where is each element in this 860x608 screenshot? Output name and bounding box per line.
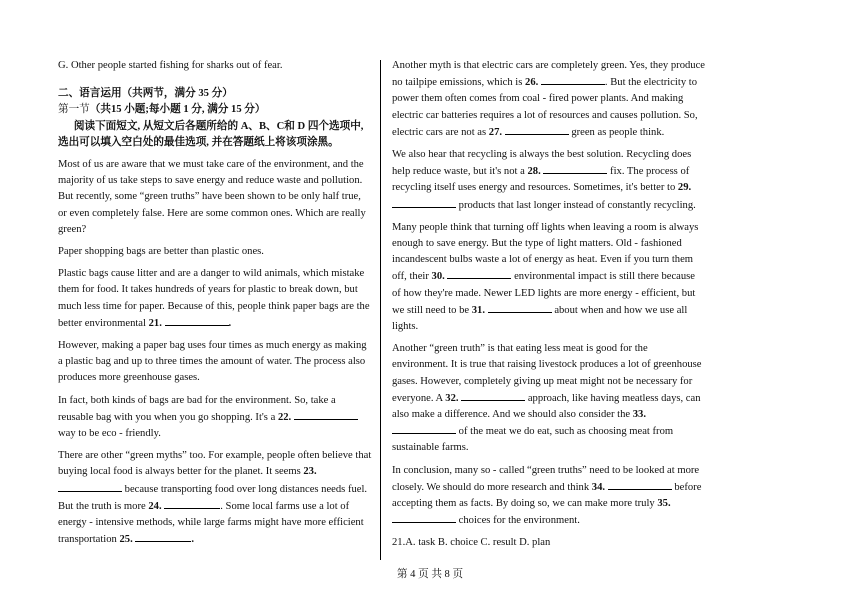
answer-blank <box>461 390 525 401</box>
sub-section-title <box>58 102 372 118</box>
question-number: 21. <box>148 317 162 329</box>
question-21-options: 21.A. task B. choice C. result D. plan <box>392 537 551 549</box>
answer-blank <box>165 315 229 326</box>
question-number: 28. <box>527 166 541 178</box>
paragraph: Plastic bags cause litter and are a danger to wild animals, which mistake them for food. It takes hundreds of years for plastic to break down, but much less time for paper. Because of this, people think paper bags are the better environmental 21. . <box>58 268 370 329</box>
page-footer: 第 4 页 共 8 页 <box>396 569 464 580</box>
question-number: 27. <box>488 126 503 138</box>
answer-blank <box>543 163 607 174</box>
left-column <box>58 58 372 554</box>
question-number: 31. <box>471 304 485 316</box>
paragraph: We also hear that recycling is always the best solution. Recycling does help reduce waste, but it's not a 28. fix. The process of recycling itself uses energy and resources. Sometimes, it's better to 29. products that last longer instead of constantly recycling. <box>392 149 696 211</box>
paragraph: In fact, both kinds of bags are bad for the environment. So, take a reusable bag with you when you go shopping. It's a 22. way to be eco - friendly. <box>58 393 372 443</box>
answer-blank <box>392 423 456 434</box>
question-number: 34. <box>591 481 606 493</box>
option-g: G. Other people started fishing for sharks out of fear. <box>58 60 283 71</box>
paragraph: However, making a paper bag uses four times as much energy as making a plastic bag and up to three times the amount of water. The process also produces more greenhouse gases. <box>58 340 367 384</box>
question-number: 29. <box>677 182 692 194</box>
answer-blank <box>447 268 511 279</box>
question-number: 25. <box>119 534 133 546</box>
paragraph: Another myth is that electric cars are completely green. Yes, they produce no tailpipe emissions, which is 26. . But the electricity to power them often comes from coal - fired power plants. And making electric car batteries requires a lot of resources and causes pollution. So, electric cars are not as 27. green as people think. <box>392 60 705 138</box>
question-number: 33. <box>632 409 646 421</box>
answer-blank <box>135 531 191 542</box>
answer-blank <box>392 197 456 208</box>
paragraph: There are other “green myths” too. For example, people often believe that buying local food is always better for the planet. It seems 23. because transporting food over long distances needs fuel. But the truth is more 24. . Some local farms use a lot of energy - intensive methods, while large farms might have more efficient transportation 25. . <box>58 450 372 546</box>
instruction: 阅读下面短文, 从短文后各题所给的 A、B、C和 D 四个选项中, 选出可以填入空白处的最佳选项, 并在答题纸上将该项涂黑。 <box>58 120 364 148</box>
question-number: 35. <box>657 498 671 510</box>
question-number: 26. <box>525 77 539 89</box>
answer-blank <box>541 74 605 85</box>
answer-blank <box>58 481 122 492</box>
section-title: 二、语言运用（共两节，满分 35 分） <box>58 88 233 100</box>
answer-blank <box>294 409 358 420</box>
question-number: 24. <box>148 500 162 512</box>
answer-blank <box>608 479 672 490</box>
question-number: 30. <box>431 271 445 283</box>
answer-blank <box>392 512 456 523</box>
paragraph: Many people think that turning off lights when leaving a room is always enough to save energy. But the type of light matters. Old - fashioned incandescent bulbs waste a lot of energy as heat. Even if you turn them off, their 30. environmental impact is still there because of how they're made. Newer LED lights are more energy - efficient, but we still need to be 31. about when and how we use all lights. <box>392 221 699 333</box>
sub-section-name: 第一节 <box>58 104 90 116</box>
column-divider <box>380 60 381 560</box>
question-number: 32. <box>445 392 459 404</box>
paragraph: Another “green truth” is that eating less meat is good for the environment. It is true that raising livestock produces a lot of greenhouse gases. However, completely giving up meat might not be necessary for everyone. A 32. approach, like having meatless days, can also make a difference. And we should also consider the 33. of the meat we do eat, such as choosing meat from sustainable farms. <box>392 343 702 454</box>
answer-blank <box>505 124 569 135</box>
paragraph: In conclusion, many so - called “green truths” need to be looked at more closely. We should do more research and think 34. before accepting them as facts. By doing so, we can make more truly 35. choices for the environment. <box>392 464 702 527</box>
question-number: 22. <box>277 411 292 423</box>
right-column <box>392 58 706 558</box>
answer-blank <box>488 302 552 313</box>
answer-blank <box>164 498 220 509</box>
paragraph: Most of us are aware that we must take care of the environment, and the majority of us take steps to save energy and reduce waste and pollution. But recently, some “green truths” have been shown to be only half true, or even completely false. Here are some common ones. Which are really green? <box>58 159 366 235</box>
sub-section-score: （共15 小题;每小题 1 分, 满分 15 分） <box>89 104 266 116</box>
paragraph: Paper shopping bags are better than plastic ones. <box>58 246 264 258</box>
question-number: 23. <box>303 466 317 478</box>
